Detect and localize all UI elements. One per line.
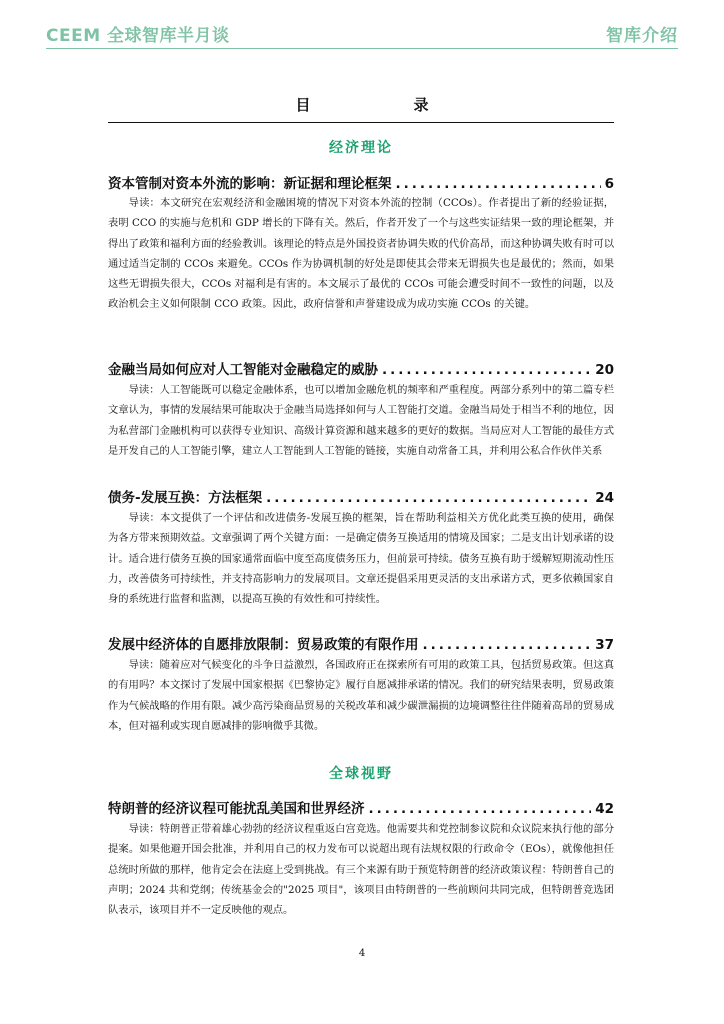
leader-dots xyxy=(423,637,592,653)
entry-title-text: 发展中经济体的自愿排放限制：贸易政策的有限作用 xyxy=(108,637,419,653)
toc-entry-title[interactable] xyxy=(108,486,614,506)
leader-dots xyxy=(266,490,591,506)
header-section-title: 智库介绍 xyxy=(606,26,678,46)
entry-abstract: 导读：随着应对气候变化的斗争日益激烈，各国政府正在探索所有可用的政策工具，包括贸易政策。但这真的有用吗？本文探讨了发展中国家根据《巴黎协定》履行自愿减排承诺的情况。我们的研究结果表明，贸易政策作为气候战略的作用有限。减少高污染商品贸易的关税改革和减少碳泄漏损的边境调整往往伴随着高昂的贸易成本，但对福利或实现自愿减排的影响微乎其微。 xyxy=(108,659,614,732)
toc-divider xyxy=(108,122,614,123)
leader-dots xyxy=(369,801,592,817)
section-heading-global-vision: 全球视野 xyxy=(329,766,393,782)
page-number: 4 xyxy=(358,948,366,959)
entry-title-text: 资本管制对资本外流的影响：新证据和理论框架 xyxy=(108,176,392,192)
toc-entry-title[interactable] xyxy=(108,633,614,653)
entry-page-number: 6 xyxy=(604,176,614,192)
page-header xyxy=(46,21,678,47)
entry-page-number: 20 xyxy=(595,362,614,378)
entry-page-number: 37 xyxy=(595,637,614,653)
entry-abstract: 导读：特朗普正带着雄心勃勃的经济议程重返白宫竞选。他需要共和党控制参议院和众议院来执行他的部分提案。如果他避开国会批准，并利用自己的权力发布可以说超出现有法规权限的行政命令（EOs），就像他担任总统时所做的那样，他肯定会在法庭上受到挑战。有三个来源有助于预览特朗普的经济政策议程：特朗普自己的声明；2024 共和党纲；传统基金会的"2025 项目"，该项目由特朗普的一些前顾问共同完成，但特朗普竞选团队表示，该项目并不一定反映他的观点。 xyxy=(108,823,614,917)
section-heading-economic-theory: 经济理论 xyxy=(329,140,393,156)
toc-entry-title[interactable] xyxy=(108,172,614,192)
entry-abstract: 导读：人工智能既可以稳定金融体系，也可以增加金融危机的频率和严重程度。两部分系列中的第二篇专栏文章认为，事情的发展结果可能取决于金融当局选择如何与人工智能打交道。金融当局处于相当不利的地位，因为私营部门金融机构可以获得专业知识、高级计算资源和越来越多的更好的数据。当局应对人工智能的最佳方式是开发自己的人工智能引擎，建立人工智能到人工智能的链接，实施自动常备工具，并利用公私合作伙伴关系 xyxy=(108,384,614,457)
entry-title-text: 金融当局如何应对人工智能对金融稳定的威胁 xyxy=(108,362,378,378)
entry-page-number: 24 xyxy=(595,490,614,506)
toc-title: 目 录 xyxy=(295,96,473,114)
toc-entry-title[interactable] xyxy=(108,358,614,378)
leader-dots xyxy=(382,362,591,378)
header-publication-title: CEEM 全球智库半月谈 xyxy=(46,26,230,46)
entry-abstract: 导读：本文研究在宏观经济和金融困境的情况下对资本外流的控制（CCOs）。作者提出了新的经验证据，表明 CCO 的实施与危机和 GDP 增长的下降有关。然后，作者开发了一个与这些实证结果一致的理论框架，并得出了政策和福利方面的经验教训。该理论的特点是外国投资者协调失败的代价高昂，而这种协调失败有时可以通过适当定制的 CCOs 来避免。CCOs 作为协调机制的好处是即使其会带来无谓损失也是最优的；然而，如果这些无谓损失很大，CCOs 对福利是有害的。本文展示了最优的 CCOs 可能会遭受时间不一致性的问题，以及政治机会主义如何限制 CCO 政策。因此，政府信誉和声誉建设成为成功实施 CCOs 的关键。 xyxy=(108,197,614,311)
entry-title-text: 债务-发展互换：方法框架 xyxy=(108,490,263,506)
header-divider xyxy=(46,48,678,49)
entry-title-text: 特朗普的经济议程可能扰乱美国和世界经济 xyxy=(108,801,365,817)
leader-dots xyxy=(396,176,601,192)
entry-page-number: 42 xyxy=(595,801,614,817)
entry-abstract: 导读：本文提供了一个评估和改进债务-发展互换的框架，旨在帮助利益相关方优化此类互换的使用，确保为各方带来预期效益。文章强调了两个关键方面：一是确定债务互换适用的情境及国家；二是支出计划承诺的设计。适合进行债务互换的国家通常面临中度至高度债务压力，但前景可持续。债务互换有助于缓解短期流动性压力，改善债务可持续性，并支持高影响力的发展项目。文章还提倡采用更灵活的支出承诺方式，更多依赖国家自身的系统进行监督和监测，以提高互换的有效性和可持续性。 xyxy=(108,512,614,606)
toc-entry-title[interactable] xyxy=(108,797,614,817)
